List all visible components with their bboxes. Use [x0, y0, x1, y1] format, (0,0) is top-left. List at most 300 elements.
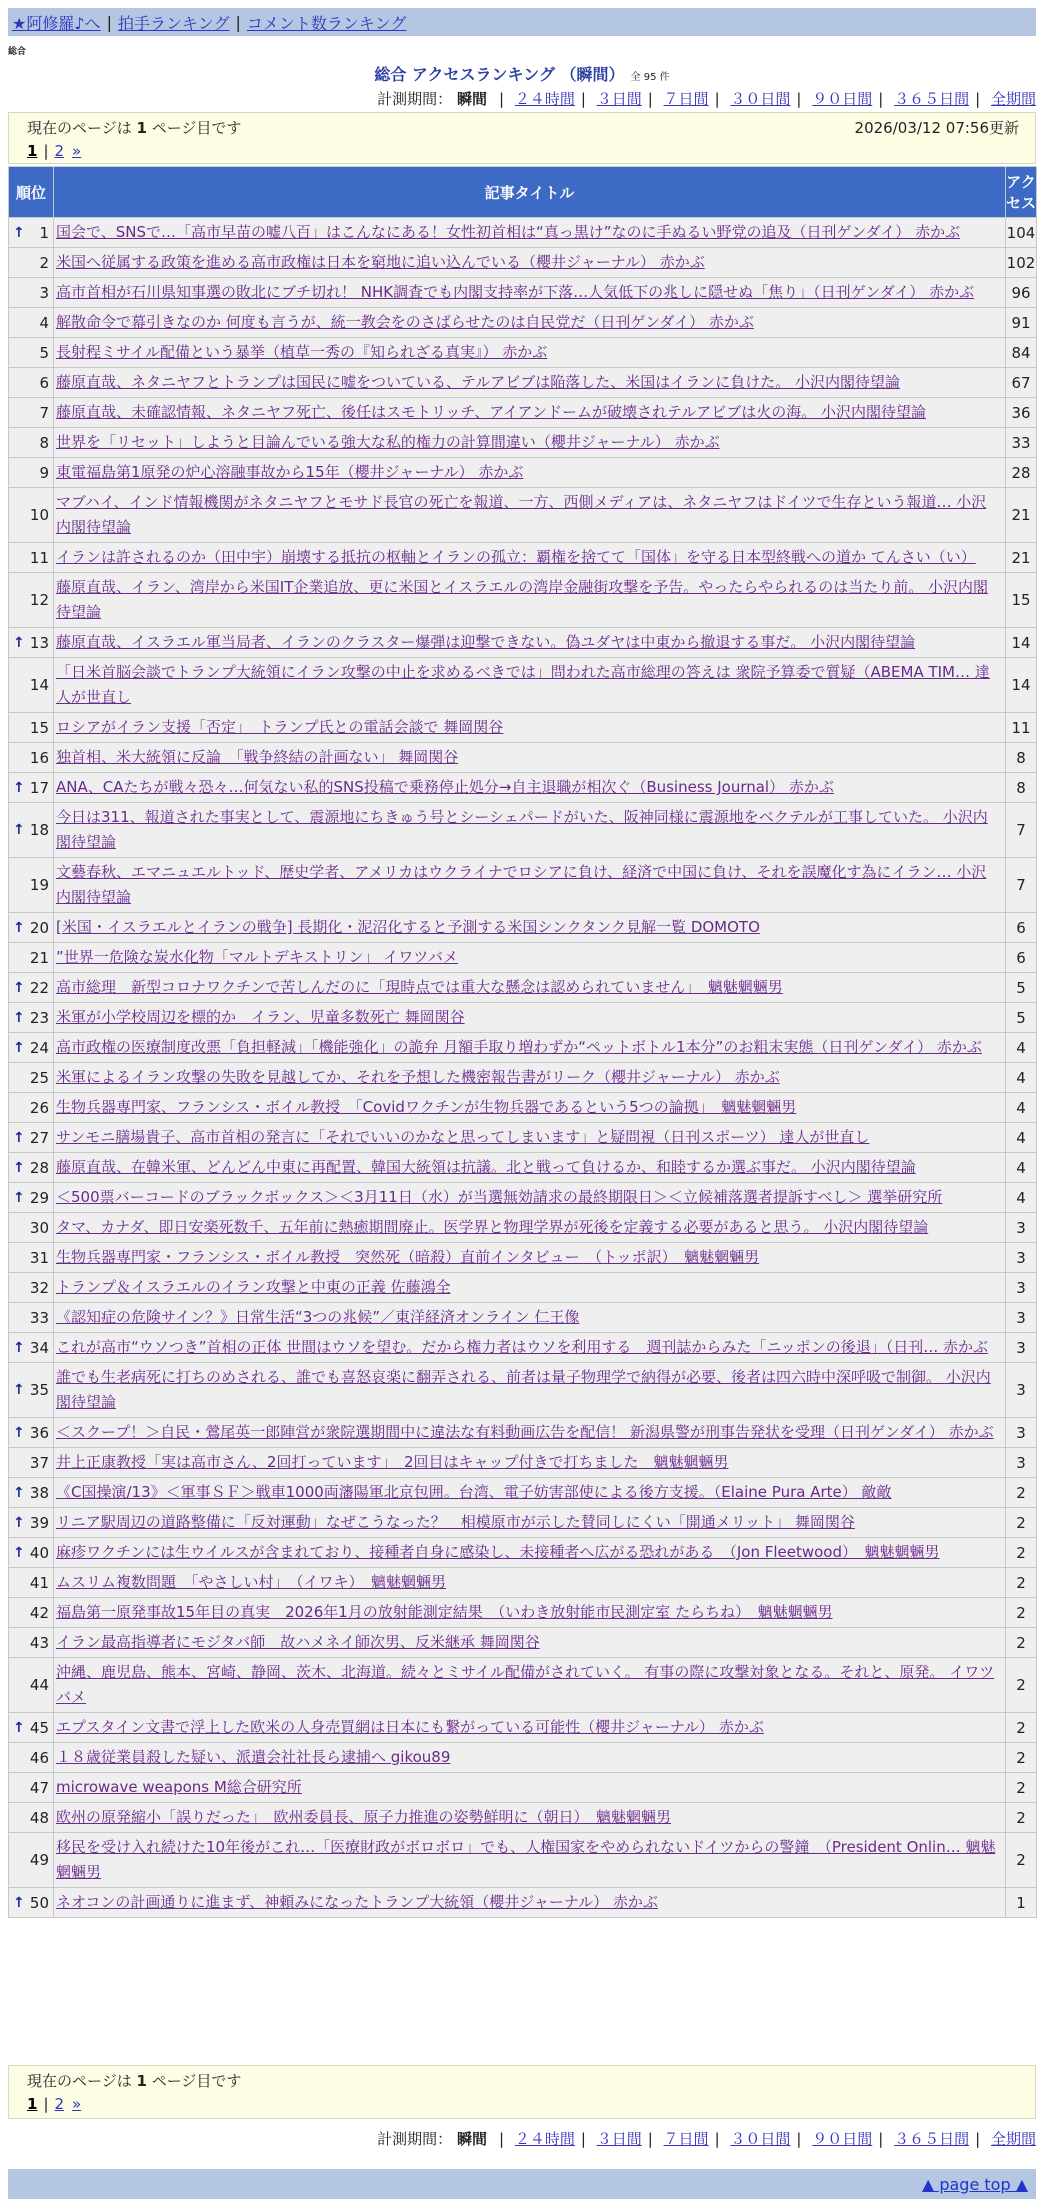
rank-number: 18: [29, 821, 49, 839]
access-count: 2: [1006, 1628, 1037, 1658]
article-title-link[interactable]: 高市首相が石川県知事選の敗北にブチ切れ！ NHK調査でも内閣支持率が下落…人気低下の兆しに隠せぬ「焦り」（日刊ゲンダイ） 赤かぶ: [56, 283, 975, 301]
table-row: [9, 1888, 1037, 1918]
up-arrow-icon: ↑: [13, 224, 25, 241]
title-cell: [54, 1888, 1006, 1918]
article-title-link[interactable]: 生物兵器専門家・フランシス・ボイル教授 突然死（暗殺）直前インタビュー （トッポ訳） 魑魅魍魎男: [56, 1248, 760, 1266]
table-row: [9, 573, 1037, 628]
table-row: [9, 1243, 1037, 1273]
article-title-link[interactable]: 《C国操演/13》＜軍事ＳＦ＞戦車1000両瀋陽軍北京包囲。台湾、電子妨害部使による後方支援。（Elaine Pura Arte） 敵敵: [56, 1483, 892, 1501]
table-row: [9, 543, 1037, 573]
rank-number: 25: [29, 1068, 49, 1087]
access-count: 67: [1006, 368, 1037, 398]
rank-number: 34: [29, 1338, 49, 1357]
rank-number: 4: [39, 313, 49, 332]
table-row: [9, 1448, 1037, 1478]
pager-page-2[interactable]: 2: [54, 142, 65, 160]
rank-number: 37: [29, 1453, 49, 1472]
rank-number: 44: [29, 1676, 49, 1694]
ranking-table: [8, 166, 1037, 1918]
rank-cell: [9, 543, 54, 573]
title-cell: [54, 1303, 1006, 1333]
period-link-365d[interactable]: ３６５日間: [894, 90, 970, 108]
article-title-link[interactable]: ロシアがイラン支援「否定」 トランプ氏との電話会談で 舞岡関谷: [56, 718, 504, 736]
article-title-link[interactable]: ”世界一危険な炭水化物「マルトデキストリン」 イワツバメ: [56, 948, 458, 966]
table-row: [9, 658, 1037, 713]
table-row: [9, 858, 1037, 913]
access-count: 4: [1006, 1033, 1037, 1063]
rank-cell: [9, 248, 54, 278]
rank-cell: [9, 308, 54, 338]
access-count: 6: [1006, 913, 1037, 943]
table-row: [9, 428, 1037, 458]
rank-number: 15: [29, 718, 49, 737]
access-count: 8: [1006, 773, 1037, 803]
article-title-link[interactable]: 藤原直哉、イラン、湾岸から米国IT企業追放、更に米国とイスラエルの湾岸金融街攻撃を予告。やったらやられるのは当たり前。 小沢内閣待望論: [56, 578, 989, 621]
title-cell: [54, 1273, 1006, 1303]
article-title-link[interactable]: エプスタイン文書で浮上した欧米の人身売買網は日本にも繋がっている可能性（櫻井ジャーナル） 赤かぶ: [56, 1718, 764, 1736]
table-row: [9, 1568, 1037, 1598]
up-arrow-icon: ↑: [13, 1339, 25, 1356]
table-row: [9, 1153, 1037, 1183]
period-link-90d[interactable]: ９０日間: [812, 2130, 873, 2148]
rank-number: 41: [29, 1573, 49, 1592]
title-cell: [54, 1363, 1006, 1418]
article-title-link[interactable]: 藤原直哉、未確認情報、ネタニヤフ死亡、後任はスモトリッチ、アイアンドームが破壊されテルアビブは火の海。 小沢内閣待望論: [56, 403, 926, 421]
rank-cell: [9, 1093, 54, 1123]
rank-number: 40: [29, 1543, 49, 1562]
article-title-link[interactable]: 移民を受け入れ続けた10年後がこれ…「医療財政がボロボロ」でも、人権国家をやめられないドイツからの警鐘 （President Onlin… 魑魅魍魎男: [56, 1838, 996, 1881]
table-row: [9, 628, 1037, 658]
table-row: [9, 1033, 1037, 1063]
table-row: [9, 1773, 1037, 1803]
rank-number: 17: [29, 778, 49, 797]
access-count: 2: [1006, 1803, 1037, 1833]
article-title-link[interactable]: 沖縄、鹿児島、熊本、宮崎、静岡、茨木、北海道。続々とミサイル配備がされていく。 有事の際に攻撃対象となる。それと、原発。 イワツバメ: [56, 1663, 995, 1706]
nav-link-applause-ranking[interactable]: 拍手ランキング: [117, 13, 230, 33]
up-arrow-icon: ↑: [13, 979, 25, 996]
up-arrow-icon: ↑: [13, 1382, 25, 1398]
access-count: 2: [1006, 1658, 1037, 1713]
article-title-link[interactable]: ムスリム複数問題 「やさしい村」 （イワキ） 魑魅魍魎男: [56, 1573, 447, 1591]
article-title-link[interactable]: 藤原直哉、イスラエル軍当局者、イランのクラスター爆弾は迎撃できない。偽ユダヤは中東から撤退する事だ。 小沢内閣待望論: [56, 633, 916, 651]
article-title-link[interactable]: 解散命令で幕引きなのか 何度も言うが、統一教会をのさばらせたのは自民党だ（日刊ゲンダイ） 赤かぶ: [56, 313, 754, 331]
page-top-link[interactable]: ▲ page top ▲: [921, 2174, 1028, 2194]
current-page-text: 現在のページは 1 ページ目です: [27, 118, 242, 137]
article-title-link[interactable]: 独首相、米大統領に反論 「戦争終結の計画ない」 舞岡関谷: [56, 748, 459, 766]
access-count: 21: [1006, 488, 1037, 543]
title-cell: [54, 1833, 1006, 1888]
rank-cell: [9, 1833, 54, 1888]
pager-page-2[interactable]: 2: [54, 2095, 65, 2113]
article-title-link[interactable]: 高市政権の医療制度改悪「負担軽減」「機能強化」の詭弁 月額手取り増わずか“ペットボトル1本分”のお粗末実態（日刊ゲンダイ） 赤かぶ: [56, 1038, 982, 1056]
page-title-text: 総合 アクセスランキング （瞬間）: [374, 65, 625, 84]
article-title-link[interactable]: 東電福島第1原発の炉心溶融事故から15年（櫻井ジャーナル） 赤かぶ: [56, 463, 524, 481]
nav-link-comment-ranking[interactable]: コメント数ランキング: [246, 13, 407, 33]
period-link-24h[interactable]: ２４時間: [514, 2130, 575, 2148]
title-cell: [54, 1478, 1006, 1508]
access-count: 2: [1006, 1538, 1037, 1568]
title-cell: [54, 943, 1006, 973]
access-count: 2: [1006, 1773, 1037, 1803]
rank-cell: [9, 1063, 54, 1093]
rank-cell: [9, 773, 54, 803]
title-cell: [54, 1033, 1006, 1063]
access-count: 8: [1006, 743, 1037, 773]
rank-cell: [9, 1628, 54, 1658]
rank-number: 23: [29, 1008, 49, 1027]
access-count: 5: [1006, 1003, 1037, 1033]
rank-number: 11: [29, 548, 49, 567]
table-row: [9, 1273, 1037, 1303]
rank-cell: [9, 803, 54, 858]
access-count: 2: [1006, 1713, 1037, 1743]
rank-number: 2: [39, 253, 49, 272]
article-title-link[interactable]: タマ、カナダ、即日安楽死数千、五年前に熱癒期間廃止。医学界と物理学界が死後を定義する必要があると思う。 小沢内閣待望論: [56, 1218, 929, 1236]
table-row: [9, 713, 1037, 743]
up-arrow-icon: ↑: [13, 1009, 25, 1026]
rank-number: 8: [39, 433, 49, 452]
header-title: 記事タイトル: [54, 167, 1006, 218]
access-count: 7: [1006, 858, 1037, 913]
rank-cell: [9, 1363, 54, 1418]
article-title-link[interactable]: ＜スクープ！＞自民・鶯尾英一郎陣営が衆院選期間中に違法な有料動画広告を配信！ 新潟県警が刑事告発状を受理（日刊ゲンダイ） 赤かぶ: [56, 1423, 994, 1441]
up-arrow-icon: ↑: [13, 1719, 25, 1736]
title-cell: [54, 1003, 1006, 1033]
rank-cell: [9, 1803, 54, 1833]
rank-cell: [9, 338, 54, 368]
access-count: 6: [1006, 943, 1037, 973]
article-title-link[interactable]: サンモニ膳場貴子、高市首相の発言に「それでいいのかなと思ってしまいます」と疑問視（日刊スポーツ） 達人が世直し: [56, 1128, 870, 1146]
access-count: 4: [1006, 1123, 1037, 1153]
rank-cell: [9, 1568, 54, 1598]
rank-number: 39: [29, 1513, 49, 1532]
rank-number: 29: [29, 1188, 49, 1207]
table-row: [9, 1003, 1037, 1033]
title-cell: [54, 368, 1006, 398]
rank-cell: [9, 658, 54, 713]
article-title-link[interactable]: 藤原直哉、在韓米軍、どんどん中東に再配置、韓国大統領は抗議。北と戦って負けるか、和睦するか選ぶ事だ。 小沢内閣待望論: [56, 1158, 916, 1176]
up-arrow-icon: ↑: [13, 1514, 25, 1531]
table-header-row: [9, 167, 1037, 218]
rank-cell: [9, 488, 54, 543]
rank-number: 27: [29, 1128, 49, 1147]
period-link-24h[interactable]: ２４時間: [514, 90, 575, 108]
up-arrow-icon: ↑: [13, 1544, 25, 1561]
category-label: 総合: [8, 47, 27, 57]
article-title-link[interactable]: [米国・イスラエルとイランの戦争] 長期化・泥沼化すると予測する米国シンクタンク見解一覧 DOMOTO: [56, 918, 760, 936]
ranking-table-body: [9, 218, 1037, 1918]
access-count: 3: [1006, 1273, 1037, 1303]
up-arrow-icon: ↑: [13, 1129, 25, 1146]
rank-cell: [9, 1478, 54, 1508]
access-count: 2: [1006, 1568, 1037, 1598]
period-label: 計測期間：: [377, 2130, 453, 2148]
article-title-link[interactable]: 生物兵器専門家、フランシス・ボイル教授 「Covidワクチンが生物兵器であるという5つの論拠」 魑魅魍魎男: [56, 1098, 797, 1116]
title-cell: [54, 218, 1006, 248]
title-cell: [54, 713, 1006, 743]
rank-number: 20: [29, 918, 49, 937]
article-title-link[interactable]: 藤原直哉、ネタニヤフとトランプは国民に嘘をついている、テルアビブは陥落した、米国はイランに負けた。 小沢内閣待望論: [56, 373, 901, 391]
pager-next[interactable]: »: [72, 142, 82, 160]
title-cell: [54, 1063, 1006, 1093]
rank-cell: [9, 398, 54, 428]
rank-number: 5: [39, 343, 49, 362]
rank-number: 43: [29, 1633, 49, 1652]
title-cell: [54, 973, 1006, 1003]
table-row: [9, 1183, 1037, 1213]
period-link-all[interactable]: 全期間: [990, 2130, 1036, 2148]
header-access: アクセス: [1006, 167, 1037, 218]
up-arrow-icon: ↑: [13, 1894, 25, 1911]
article-title-link[interactable]: ネオコンの計画通りに進まず、神頼みになったトランプ大統領（櫻井ジャーナル） 赤かぶ: [56, 1893, 658, 1911]
up-arrow-icon: ↑: [13, 1039, 25, 1056]
access-count: 14: [1006, 628, 1037, 658]
pager-current: 1: [27, 2095, 38, 2113]
pager-next[interactable]: »: [72, 2095, 82, 2113]
pager-bottom: 1 | 2 »: [27, 2095, 82, 2113]
rank-number: 35: [29, 1381, 49, 1399]
table-row: [9, 308, 1037, 338]
rank-number: 28: [29, 1158, 49, 1177]
article-title-link[interactable]: 今日は311、報道された事実として、震源地にちきゅう号とシーシェパードがいた、阪神同様に震源地をベクテルが工事していた。 小沢内閣待望論: [56, 808, 988, 851]
rank-number: 26: [29, 1098, 49, 1117]
rank-cell: [9, 1418, 54, 1448]
table-row: [9, 1538, 1037, 1568]
access-count: 33: [1006, 428, 1037, 458]
title-cell: [54, 913, 1006, 943]
title-cell: [54, 1743, 1006, 1773]
rank-cell: [9, 1213, 54, 1243]
article-title-link[interactable]: ANA、CAたちが戦々恐々…何気ない私的SNS投稿で乗務停止処分→自主退職が相次ぐ（Business Journal） 赤かぶ: [56, 778, 834, 796]
article-title-link[interactable]: microwave weapons M総合研究所: [56, 1778, 302, 1796]
period-link-30d[interactable]: ３０日間: [730, 2130, 791, 2148]
article-title-link[interactable]: トランプ＆イスラエルのイラン攻撃と中東の正義 佐藤鴻全: [56, 1278, 451, 1296]
period-link-365d[interactable]: ３６５日間: [894, 2130, 970, 2148]
title-cell: [54, 1628, 1006, 1658]
title-cell: [54, 743, 1006, 773]
table-row: [9, 803, 1037, 858]
title-cell: [54, 1803, 1006, 1833]
article-title-link[interactable]: ＜500票バーコードのブラックボックス＞＜3月11日（水）が当選無効請求の最終期限日＞＜立候補落選者提訴すべし＞ 選挙研究所: [56, 1188, 943, 1206]
table-row: [9, 1418, 1037, 1448]
rank-cell: [9, 1123, 54, 1153]
rank-cell: [9, 1333, 54, 1363]
table-row: [9, 368, 1037, 398]
up-arrow-icon: ↑: [13, 634, 25, 651]
article-title-link[interactable]: 井上正康教授「実は高市さん、2回打っています」 2回目はキャップ付きで打ちました 魑魅魍魎男: [56, 1453, 729, 1471]
access-count: 11: [1006, 713, 1037, 743]
period-link-7d[interactable]: ７日間: [663, 2130, 709, 2148]
rank-number: 32: [29, 1278, 49, 1297]
article-title-link[interactable]: リニア駅周辺の道路整備に「反対運動」なぜこうなった？ 相模原市が示した賛同しにくい「開通メリット」 舞岡関谷: [56, 1513, 855, 1531]
access-count: 4: [1006, 1093, 1037, 1123]
rank-number: 49: [29, 1851, 49, 1869]
rank-number: 31: [29, 1248, 49, 1267]
table-row: [9, 1303, 1037, 1333]
access-count: 1: [1006, 1888, 1037, 1918]
rank-cell: [9, 913, 54, 943]
nav-separator: |: [235, 12, 241, 32]
title-cell: [54, 1568, 1006, 1598]
article-title-link[interactable]: 米軍によるイラン攻撃の失敗を見越してか、それを予想した機密報告書がリーク（櫻井ジャーナル） 赤かぶ: [56, 1068, 780, 1086]
pager-current: 1: [27, 142, 38, 160]
table-row: [9, 1743, 1037, 1773]
access-count: 3: [1006, 1418, 1037, 1448]
rank-number: 46: [29, 1748, 49, 1767]
article-title-link[interactable]: 誰でも生老病死に打ちのめされる、誰でも喜怒哀楽に翻弄される、前者は量子物理学で納得が必要、後者は四六時中深呼吸で制御。 小沢内閣待望論: [56, 1368, 991, 1411]
table-row: [9, 1478, 1037, 1508]
article-title-link[interactable]: これが高市“ウソつき”首相の正体 世間はウソを望む。だから権力者はウソを利用する 週刊誌からみた「ニッポンの後退」（日刊… 赤かぶ: [56, 1338, 988, 1356]
access-count: 4: [1006, 1183, 1037, 1213]
access-count: 3: [1006, 1333, 1037, 1363]
article-title-link[interactable]: 高市総理 新型コロナワクチンで苦しんだのに「現時点では重大な懸念は認められていません」 魑魅魍魎男: [56, 978, 783, 996]
title-cell: [54, 248, 1006, 278]
title-cell: [54, 1658, 1006, 1713]
rank-cell: [9, 743, 54, 773]
table-row: [9, 1508, 1037, 1538]
title-cell: [54, 803, 1006, 858]
table-row: [9, 943, 1037, 973]
article-title-link[interactable]: 世界を「リセット」しようと目論んでいる強大な私的権力の計算間違い（櫻井ジャーナル） 赤かぶ: [56, 433, 720, 451]
period-link-all[interactable]: 全期間: [990, 90, 1036, 108]
access-count: 3: [1006, 1213, 1037, 1243]
rank-cell: [9, 1888, 54, 1918]
access-count: 14: [1006, 658, 1037, 713]
period-link-3d[interactable]: ３日間: [596, 2130, 642, 2148]
table-row: [9, 1333, 1037, 1363]
access-count: 3: [1006, 1448, 1037, 1478]
rank-number: 3: [39, 283, 49, 302]
rank-cell: [9, 1773, 54, 1803]
access-count: 104: [1006, 218, 1037, 248]
article-title-link[interactable]: イラン最高指導者にモジタバ師 故ハメネイ師次男、反米継承 舞岡関谷: [56, 1633, 540, 1651]
rank-number: 16: [29, 748, 49, 767]
title-cell: [54, 628, 1006, 658]
access-count: 4: [1006, 1063, 1037, 1093]
title-cell: [54, 1448, 1006, 1478]
title-cell: [54, 543, 1006, 573]
rank-cell: [9, 218, 54, 248]
article-title-link[interactable]: マブハイ、インド情報機関がネタニヤフとモサド長官の死亡を報道、一方、西側メディアは、ネタニヤフはドイツで生存という報道… 小沢内閣待望論: [56, 493, 987, 536]
access-count: 102: [1006, 248, 1037, 278]
access-count: 2: [1006, 1743, 1037, 1773]
rank-number: 6: [39, 373, 49, 392]
nav-link-home[interactable]: ★阿修羅♪へ: [12, 13, 101, 33]
rank-number: 47: [29, 1778, 49, 1797]
rank-number: 24: [29, 1038, 49, 1057]
rank-cell: [9, 428, 54, 458]
access-count: 7: [1006, 803, 1037, 858]
title-cell: [54, 428, 1006, 458]
access-count: 2: [1006, 1598, 1037, 1628]
footer-bar: [8, 2169, 1036, 2199]
article-title-link[interactable]: 麻疹ワクチンには生ウイルスが含まれており、接種者自身に感染し、未接種者へ広がる恐れがある （Jon Fleetwood） 魑魅魍魎男: [56, 1543, 940, 1561]
title-cell: [54, 1333, 1006, 1363]
rank-cell: [9, 1153, 54, 1183]
table-row: [9, 773, 1037, 803]
table-row: [9, 913, 1037, 943]
title-cell: [54, 458, 1006, 488]
up-arrow-icon: ↑: [13, 919, 25, 936]
rank-number: 30: [29, 1218, 49, 1237]
article-title-link[interactable]: 米軍が小学校周辺を標的か イラン、児童多数死亡 舞岡関谷: [56, 1008, 465, 1026]
table-row: [9, 1658, 1037, 1713]
table-row: [9, 973, 1037, 1003]
access-count: 15: [1006, 573, 1037, 628]
nav-separator: |: [106, 12, 112, 32]
article-title-link[interactable]: 長射程ミサイル配備という暴挙（植草一秀の『知られざる真実』） 赤かぶ: [56, 343, 548, 361]
article-title-link[interactable]: 米国へ従属する政策を進める高市政権は日本を窮地に追い込んでいる（櫻井ジャーナル） 赤かぶ: [56, 253, 705, 271]
article-title-link[interactable]: 欧州の原発縮小「誤りだった」 欧州委員長、原子力推進の姿勢鮮明に（朝日） 魑魅魍魎男: [56, 1808, 672, 1826]
rank-number: 50: [29, 1893, 49, 1912]
rank-number: 45: [29, 1718, 49, 1737]
table-row: [9, 1833, 1037, 1888]
rank-cell: [9, 458, 54, 488]
article-title-link[interactable]: １８歳従業員殺した疑い、派遣会社社長ら逮捕へ gikou89: [56, 1748, 451, 1766]
article-title-link[interactable]: 福島第一原発事故15年目の真実 2026年1月の放射能測定結果 （いわき放射能市民測定室 たらちね） 魑魅魍魎男: [56, 1603, 833, 1621]
title-cell: [54, 773, 1006, 803]
table-row: [9, 248, 1037, 278]
period-current: 瞬間: [456, 2130, 487, 2148]
rank-number: 21: [29, 948, 49, 967]
article-title-link[interactable]: 「日米首脳会談でトランプ大統領にイラン攻撃の中止を求めるべきでは」問われた高市総理の答えは 衆院予算委で質疑（ABEMA TIM… 達人が世直し: [56, 663, 990, 706]
rank-cell: [9, 1448, 54, 1478]
access-count: 3: [1006, 1363, 1037, 1418]
table-row: [9, 1063, 1037, 1093]
title-cell: [54, 1418, 1006, 1448]
period-link-30d[interactable]: ３０日間: [730, 90, 791, 108]
table-row: [9, 1123, 1037, 1153]
period-link-90d[interactable]: ９０日間: [812, 90, 873, 108]
total-count: 全 95 件: [630, 72, 670, 83]
title-cell: [54, 658, 1006, 713]
article-title-link[interactable]: イランは許されるのか（田中宇）崩壊する抵抗の枢軸とイランの孤立：覇権を捨てて「国体」を守る日本型終戦への道か てんさい（い）: [56, 548, 976, 566]
table-row: [9, 1213, 1037, 1243]
table-row: [9, 743, 1037, 773]
article-title-link[interactable]: 文藝春秋、エマニュエルトッド、歴史学者、アメリカはウクライナでロシアに負け、経済で中国に負け、それを誤魔化す為にイラン… 小沢内閣待望論: [56, 863, 987, 906]
rank-number: 12: [29, 591, 49, 609]
rank-number: 13: [29, 633, 49, 652]
rank-cell: [9, 1003, 54, 1033]
table-row: [9, 338, 1037, 368]
access-count: 2: [1006, 1508, 1037, 1538]
rank-number: 10: [29, 506, 49, 524]
access-count: 3: [1006, 1303, 1037, 1333]
article-title-link[interactable]: 国会で、SNSで…「高市早苗の嘘八百」はこんなにある！女性初首相は“真っ黒け”なのに手ぬるい野党の追及（日刊ゲンダイ） 赤かぶ: [56, 223, 961, 241]
rank-number: 33: [29, 1308, 49, 1327]
table-row: [9, 278, 1037, 308]
rank-cell: [9, 713, 54, 743]
updated-timestamp: 2026/03/12 07:56更新: [854, 118, 1019, 137]
page-info-top: [8, 112, 1036, 164]
title-cell: [54, 1093, 1006, 1123]
access-count: 96: [1006, 278, 1037, 308]
rank-cell: [9, 1658, 54, 1713]
period-link-3d[interactable]: ３日間: [596, 90, 642, 108]
title-cell: [54, 1538, 1006, 1568]
period-link-7d[interactable]: ７日間: [663, 90, 709, 108]
current-page-text: 現在のページは 1 ページ目です: [27, 2071, 242, 2090]
title-cell: [54, 338, 1006, 368]
period-current: 瞬間: [456, 90, 487, 108]
table-row: [9, 398, 1037, 428]
rank-cell: [9, 1243, 54, 1273]
access-count: 4: [1006, 1153, 1037, 1183]
article-title-link[interactable]: 《認知症の危険サイン？》日常生活“3つの兆候”／東洋経済オンライン 仁王像: [56, 1308, 580, 1326]
title-cell: [54, 1713, 1006, 1743]
title-cell: [54, 573, 1006, 628]
rank-cell: [9, 1183, 54, 1213]
